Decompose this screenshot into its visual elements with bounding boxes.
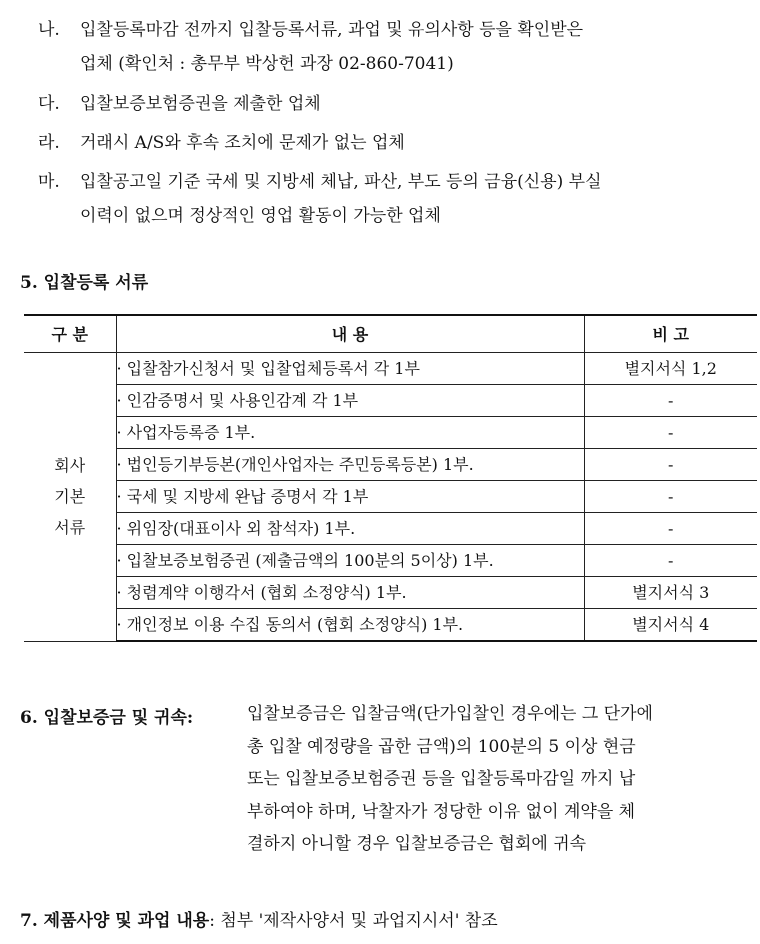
note-cell: - [584,449,757,481]
content-cell: · 위임장(대표이사 외 참석자) 1부. [116,513,584,545]
paragraph-line: 또는 입찰보증보험증권 등을 입찰등록마감일 까지 납 [247,769,636,789]
table-row [24,449,757,481]
note-cell: 별지서식 1,2 [584,353,757,385]
paragraph-line: 총 입찰 예정량을 곱한 금액)의 100분의 5 이상 현금 [247,736,636,757]
item-text-line: 입찰보증보험증권을 제출한 업체 [80,94,321,114]
paragraph-line: 부하여야 하며, 낙찰자가 정당한 이유 없이 계약을 체 [247,801,636,822]
content-cell: · 법인등기부등본(개인사업자는 주민등록등본) 1부. [116,449,584,481]
paragraph-line: 결하지 아니할 경우 입찰보증금은 협회에 귀속 [247,834,587,854]
item-marker: 라. [38,133,60,153]
category-line: 서류 [54,518,86,538]
table-row [24,545,757,577]
note-cell: - [584,545,757,577]
item-marker: 다. [38,94,60,114]
table-row [24,385,757,417]
table-header-row [24,315,757,353]
content-cell: · 입찰참가신청서 및 입찰업체등록서 각 1부 [116,353,584,385]
section5-title: 5. 입찰등록 서류 [20,273,149,293]
table-row [24,513,757,545]
note-cell: 별지서식 4 [584,609,757,642]
table-row [24,609,757,642]
content-cell: · 인감증명서 및 사용인감계 각 1부 [116,385,584,417]
note-cell: - [584,481,757,513]
note-cell: 별지서식 3 [584,577,757,609]
category-line: 기본 [54,487,86,507]
category-line: 회사 [54,456,86,476]
header-note: 비 고 [584,315,757,353]
content-cell: · 사업자등록증 1부. [116,417,584,449]
content-cell: · 국세 및 지방세 완납 증명서 각 1부 [116,481,584,513]
paragraph-line: 입찰보증금은 입찰금액(단가입찰인 경우에는 그 단가에 [247,704,653,724]
header-content: 내 용 [116,315,584,353]
section7 [20,906,498,931]
item-marker: 마. [38,172,60,192]
item-text-line: 이력이 없으며 정상적인 영업 활동이 가능한 업체 [80,206,441,226]
note-cell: - [584,417,757,449]
section7-title: 7. 제품사양 및 과업 내용 [20,911,210,931]
documents-table [24,314,757,642]
table-row [24,353,757,385]
item-text-line: 업체 (확인처 : 총무부 박상헌 과장 02-860-7041) [80,54,454,74]
category-cell [24,353,116,642]
header-category: 구 분 [24,315,116,353]
section6-title: 6. 입찰보증금 및 귀속: [20,708,194,728]
table-row [24,417,757,449]
item-text-line: 입찰등록마감 전까지 입찰등록서류, 과업 및 유의사항 등을 확인받은 [80,20,584,40]
item-text-line: 거래시 A/S와 후속 조치에 문제가 없는 업체 [80,133,405,153]
item-marker: 나. [38,20,60,40]
content-cell: · 개인정보 이용 수집 동의서 (협회 소정양식) 1부. [116,609,584,642]
table-row [24,577,757,609]
note-cell: - [584,385,757,417]
item-text-line: 입찰공고일 기준 국세 및 지방세 체납, 파산, 부도 등의 금융(신용) 부실 [80,172,602,192]
section7-text: : 첨부 '제작사양서 및 과업지시서' 참조 [209,911,498,931]
section6-paragraph [247,698,737,861]
content-cell: · 입찰보증보험증권 (제출금액의 100분의 5이상) 1부. [116,545,584,577]
note-cell: - [584,513,757,545]
content-cell: · 청렴계약 이행각서 (협회 소정양식) 1부. [116,577,584,609]
table-row [24,481,757,513]
